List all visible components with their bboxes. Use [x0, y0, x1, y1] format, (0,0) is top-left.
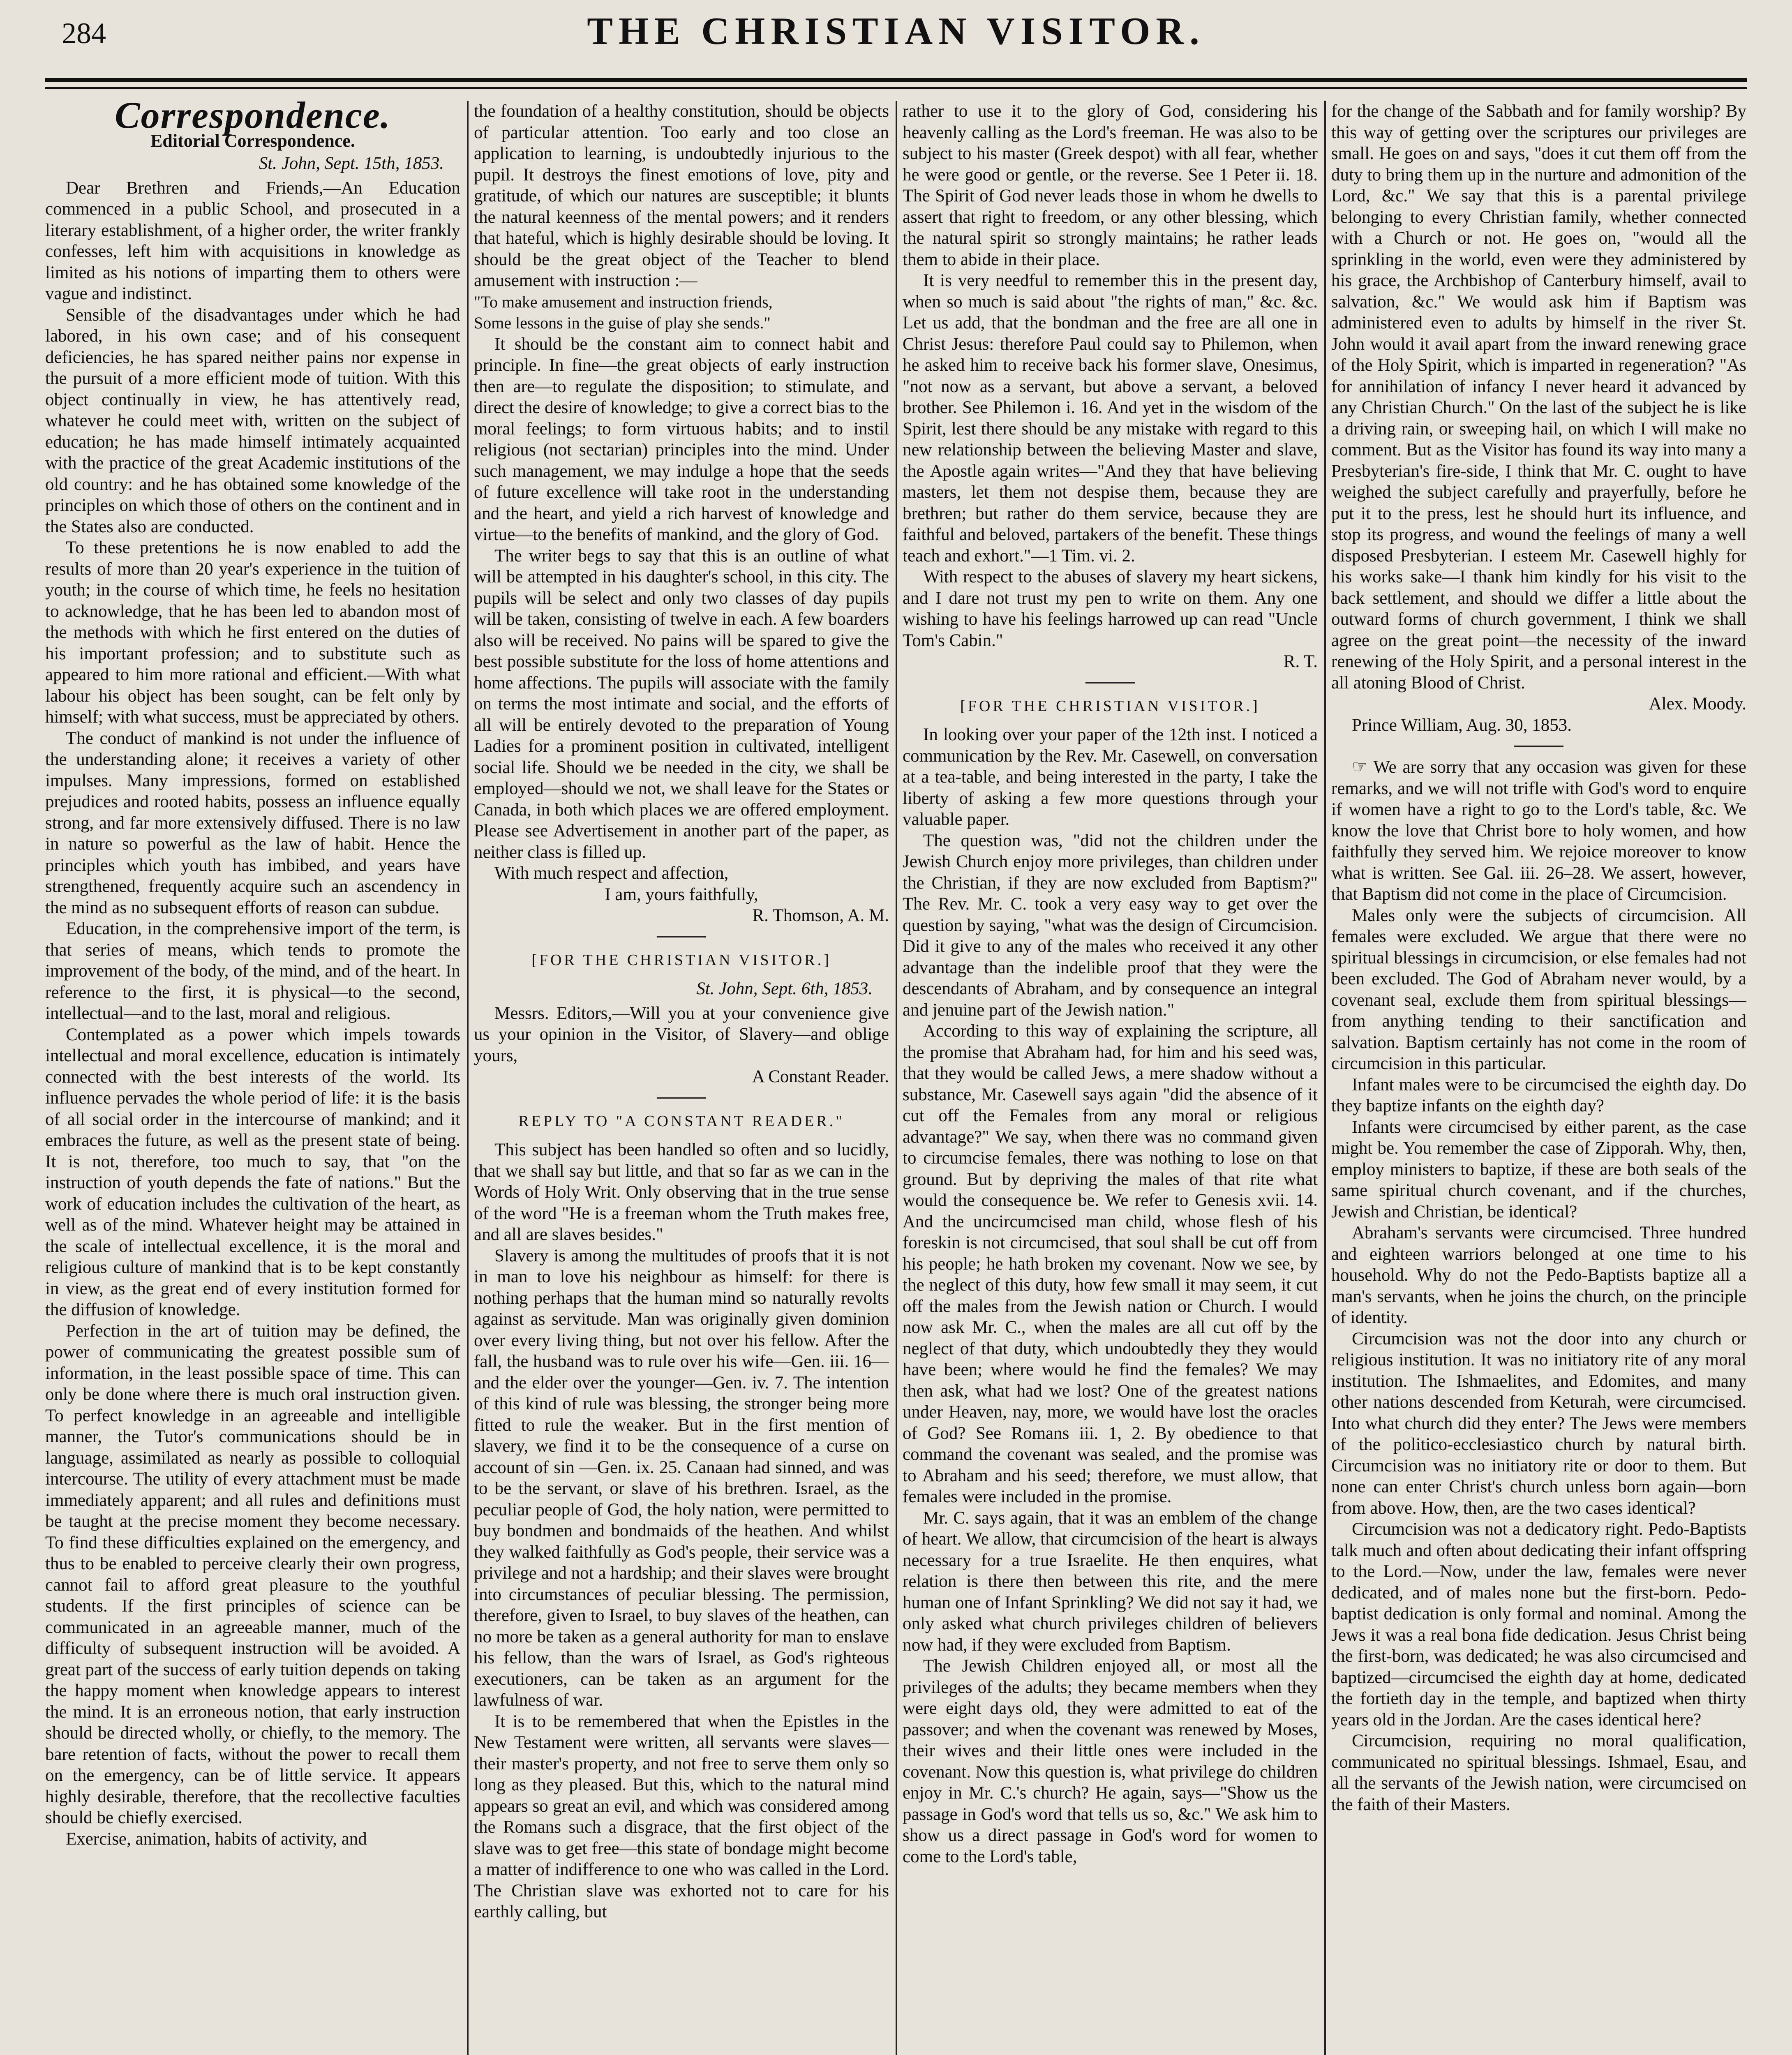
signature: R. T. — [1283, 652, 1318, 671]
section-rule — [657, 936, 706, 937]
dateline: St. John, Sept. 6th, 1853. — [696, 979, 873, 998]
paragraph: Messrs. Editors,—Will you at your convenience give us your opinion in the Visitor, of Slavery—and oblige yours, — [474, 1003, 889, 1065]
paragraph: With much respect and affection, — [494, 864, 729, 883]
paragraph: The Jewish Children enjoyed all, or most all the privileges of the adults; they became members when they were eight days old, they were admitted to eat of the passover; and when the covenant was renewed by Moses, their wives and their little ones were included in the covenant. Now this question is, what privilege do children enjoy in Mr. C.'s church? He again, says—"Show us the passage in God's word that tells us so, &c." We ask him to show us a direct passage in God's word for women to come to the Lord's table, — [903, 1656, 1318, 1866]
paragraph: Sensible of the disadvantages under which he had labored, in his own case; and of his consequent deficiencies, he has spared neither pains nor expense in the pursuit of a more efficient mode of tuition. With this object continually in view, he has attentively read, whatever he could meet with, written on the subject of education; he has made himself intimately acquainted with the practice of the great Academic institutions of the old country: and he has obtained some knowledge of the principles on which those of others on the continent and in the States also are conducted. — [45, 305, 460, 536]
column-1 — [45, 101, 460, 2055]
paragraph: Mr. C. says again, that it was an emblem of the change of heart. We allow, that circumcision of the heart is always necessary for a true Israelite. He then enquires, what relation is there then between this rite, and the mere human one of Infant Sprinkling? We did not say it had, we only asked what church privileges children of believers now had, if they were excluded from Baptism. — [903, 1508, 1318, 1655]
paragraph: Circumcision was not the door into any church or religious institution. It was no initiatory rite of any moral institution. The Ishmaelites, and Edomites, and many other nations descended from Keturah, were circumcised. Into what church did they enter? The Jews were members of the politico-ecclesiastico church by natural birth. Circumcision was no initiatory rite or door to them. But none can enter Christ's church unless born again—born from above. How, then, are the two cases identical? — [1331, 1329, 1746, 1518]
paragraph: Infants were circumcised by either parent, as the case might be. You remember the case of Zipporah. Why, then, employ ministers to baptize, if these are both seals of the same spiritual church covenant, and if the churches, Jewish and Christian, be identical? — [1331, 1117, 1746, 1221]
section-rule — [657, 1097, 706, 1099]
column-divider — [1324, 101, 1326, 2055]
paragraph: the foundation of a healthy constitution, should be objects of particular attention. Too early and too close an application to learning, is undoubtedly injurious to the pupil. It destroys the finest emotions of love, pity and gratitude, of which our natures are susceptible; it blunts the natural keenness of the mental powers; and it renders that hateful, which is highly desirable should be loving. It should be the great object of the Teacher to blend amusement with instruction :— — [474, 102, 889, 290]
section-rule — [1514, 746, 1563, 747]
paragraph: Exercise, animation, habits of activity, and — [66, 1829, 367, 1849]
paragraph: Slavery is among the multitudes of proofs that it is not in man to love his neighbour as himself: for there is nothing perhaps that the human mind so naturally revolts against as servitude. Man was originally given dominion over every living thing, but not over his fellow. After the fall, the husband was to rule over his wife—Gen. iii. 16—and the elder over the younger—Gen. iv. 7. The intention of this kind of rule was blessing, the stronger being more fitted to rule the weaker. But in the first mention of slavery, we find it to be the consequence of a curse on account of sin —Gen. ix. 25. Canaan had sinned, and was to be the servant, or slave of his brethren. Israel, as the peculiar people of God, the holy nation, were permitted to buy bondmen and bondmaids of the heathen. And whilst they walked faithfully as God's people, their service was a privilege and not a hardship; and their slaves were brought into circumstances of peculiar blessing. The permission, therefore, given to Israel, to buy slaves of the heathen, can no more be taken as a general authority for man to enslave his fellow, than the wars of Israel, as God's righteous executioners, can be taken as an argument for the lawfulness of war. — [474, 1246, 889, 1710]
paragraph: rather to use it to the glory of God, considering his heavenly calling as the Lord's freeman. He was also to be subject to his master (Greek despot) with all fear, whether he were good or gentle, or the reverse. See 1 Peter ii. 18. The Spirit of God never leads those in whom he dwells to assert that right to freedom, or any other blessing, which the natural spirit so strongly maintains; he rather leads them to abide in their place. — [903, 102, 1318, 269]
place-date: Prince William, Aug. 30, 1853. — [1352, 715, 1572, 735]
section-label: [FOR THE CHRISTIAN VISITOR.] — [960, 697, 1260, 715]
paragraph: Abraham's servants were circumcised. Three hundred and eighteen warriors belonged at one time to his household. Why do not the Pedo-Baptists baptize all a man's servants, when he joins the church, on the principle of identity. — [1331, 1223, 1746, 1327]
newspaper-columns — [45, 101, 1747, 2055]
paragraph: According to this way of explaining the scripture, all the promise that Abraham had, for him and his seed was, that they would be called Jews, a mere shadow without a substance, Mr. Casewell says again "did the absence of it cut off the Females from any moral or religious advantage?" We say, when there was no command given to circumcise females, there was nothing to lose on that ground. But by depriving the males of that rite what would the consequence be. We refer to Genesis xvii. 14. And the uncircumcised man child, whose flesh of his foreskin is not circumcised, that soul shall be cut off from his people; he hath broken my covenant. Now we see, by the neglect of this duty, how few small it may seem, it cut off the males from the Jewish nation or Church. I would now ask Mr. C., when the males are all cut off by the neglect of that duty, which undoubtedly they they would have been; where would he find the females? We may then ask, what had we lost? One of the greatest nations under Heaven, nay, more, we would have lost the oracles of God? See Romans iii. 1, 2. By obedience to that command the covenant was sealed, and the promise was to Abraham and his seed; therefore, we must allow, that females were included in the promise. — [903, 1021, 1318, 1506]
paragraph: The conduct of mankind is not under the influence of the understanding alone; it receives a variety of other impulses. Many impressions, formed on established prejudices and rooted habits, possess an influence equally strong, and far more extensively diffused. There is no law in nature so powerful as the law of habit. Hence the principles which youth has imbibed, and years have strengthened, frequently acquire such an ascendency in the mind as no subsequent efforts of reason can subdue. — [45, 728, 460, 917]
signature: Alex. Moody. — [1649, 694, 1746, 713]
paragraph: It should be the constant aim to connect habit and principle. In fine—the great objects of early instruction then are—to regulate the disposition; to stimulate, and direct the desire of knowledge; to give a correct bias to the moral feelings; to form virtuous habits; and to instil religious (not sectarian) principles into the mind. Under such management, we may indulge a hope that the seeds of future excellence will take root in the understanding and the heart, and yield a rich harvest of knowledge and virtue—to the benefits of mankind, and the glory of God. — [474, 334, 889, 544]
paragraph: Infant males were to be circumcised the eighth day. Do they baptize infants on the eighth day? — [1331, 1075, 1746, 1115]
section-label: [FOR THE CHRISTIAN VISITOR.] — [531, 951, 831, 969]
paragraph: To these pretentions he is now enabled to add the results of more than 20 year's experience in the tuition of youth; in the course of which time, he feels no hesitation to acknowledge, that he has been led to abandon most of the methods with which he first entered on the duties of his important profession; and to substitute such as appeared to him more rational and efficient.—With what labour his object has been sought, can be felt only by himself; with what success, must be appreciated by others. — [45, 538, 460, 727]
paragraph: Males only were the subjects of circumcision. All females were excluded. We argue that there were no spiritual blessings in circumcision, or else females had not been excluded. The God of Abraham never would, by a covenant seal, exclude them from spiritual blessings—from anything tending to their sanctification and salvation. Baptism certainly has not come in the room of circumcision in this particular. — [1331, 905, 1746, 1073]
column-4 — [1331, 101, 1746, 2055]
paragraph: With respect to the abuses of slavery my heart sickens, and I dare not trust my pen to write on them. Any one wishing to have his feelings harrowed up can read "Uncle Tom's Cabin." — [903, 567, 1318, 650]
paragraph: Dear Brethren and Friends,—An Education commenced in a public School, and prosecuted in a literary establishment, of a higher order, the writer frankly confesses, left him with acquisitions in knowledge as limited as his notions of imparting them to others were vague and indistinct. — [45, 178, 460, 303]
column-divider — [467, 101, 469, 2055]
reply-heading: REPLY TO "A CONSTANT READER." — [518, 1112, 845, 1130]
paragraph: ☞ We are sorry that any occasion was given for these remarks, and we will not trifle with God's word to enquire if women have a right to go to the Lord's table, &c. We know the love that Christ bore to holy women, and how faithfully they served him. We rejoice moreover to know what is written. See Gal. iii. 26–28. We assert, however, that Baptism did not come in the place of Circumcision. — [1331, 757, 1746, 904]
closing: I am, yours faithfully, — [605, 884, 758, 904]
paragraph: Circumcision, requiring no moral qualification, communicated no spiritual blessings. Ishmael, Esau, and all the servants of the Jewish nation, were circumcised on the faith of their Masters. — [1331, 1731, 1746, 1814]
masthead: THE CHRISTIAN VISITOR. — [587, 10, 1205, 53]
paragraph: It is very needful to remember this in the present day, when so much is said about "the rights of man," &c. &c. Let us add, that the bondman and the free are all one in Christ Jesus: therefore Paul could say to Philemon, when he asked him to receive back his former slave, Onesimus, "not now as a servant, but above a servant, a beloved brother. See Philemon i. 16. And yet in the wisdom of the Spirit, lest there should be any mistake with regard to this new relationship between the believing Master and slave, the Apostle again writes—"And they that have believing masters, let them not despise them, because they are brethren; but rather do them service, because they are faithful and beloved, partakers of the benefit. These things teach and exhort."—1 Tim. vi. 2. — [903, 271, 1318, 566]
paragraph: for the change of the Sabbath and for family worship? By this way of getting over the scriptures our privileges are small. He goes on and says, "does it cut them off from the duty to bring them up in the nurture and admonition of the Lord, &c." We say that this is a parental privilege belonging to every Christian family, whether connected with a Church or not. He goes on, "would all the sprinkling in the world, even were they administered by his grace, the Archbishop of Canterbury himself, avail to salvation, &c." We would ask him if Baptism was administered even to adults by himself in the river St. John would it avail apart from the inward renewing grace of the Holy Spirit, which is imparted in regeneration? "As for annihilation of infancy I never heard it advanced by any Christian Church." On the last of the subject he is like a driving rain, or sweeping hail, on which I will make no comment. But as the Visitor has found its way into many a Presbyterian's fire-side, I think that Mr. C. ought to have weighed the subject carefully and prayerfully, before he put it to the press, lest he should hurt its influence, and stop its progress, and wound the feelings of many a well disposed Presbyterian. I esteem Mr. Casewell highly for his works sake—I thank him kindly for his visit to the back settlement, and should we differ a little about the outward forms of church government, I think we shall agree on the great point—the necessity of the inward renewing of the Holy Spirit, and a personal interest in the all atoning Blood of Christ. — [1331, 102, 1746, 693]
dateline: St. John, Sept. 15th, 1853. — [259, 154, 444, 173]
paragraph: In looking over your paper of the 12th inst. I noticed a communication by the Rev. Mr. Casewell, on conversation at a tea-table, and being interested in the party, I take the liberty of asking a few more questions through your valuable paper. — [903, 725, 1318, 829]
paragraph: Contemplated as a power which impels towards intellectual and moral excellence, education is intimately connected with the best interests of the world. Its influence pervades the whole period of life: it is the basis of all social order in the intercourse of mankind; and it embraces the future, as well as the present state of being. It is not, therefore, too much to say, that "on the instruction of youth depends the fate of nations." But the work of education includes the cultivation of the heart, as well as of the mind. Whatever height may be attained in the scale of intellectual excellence, it is the moral and religious culture of mankind that is to be kept constantly in view, as the great end of every institution formed for the diffusion of knowledge. — [45, 1025, 460, 1319]
paragraph: Perfection in the art of tuition may be defined, the power of communicating the greatest possible sum of information, in the least possible space of time. This can only be done where there is much oral instruction given. To perfect knowledge in an agreeable and intelligible manner, the Tutor's communications should be in language, assimilated as nearly as possible to colloquial intercourse. The utility of every attachment must be made immediately apparent; and all rules and definitions must be taught at the precise moment they become necessary. To find these difficulties explained on the emergency, and thus to be enabled to perceive clearly their own progress, cannot fail to afford great pleasure to the youthful students. If the first principles of science can be communicated in an agreeable manner, much of the difficulty of subsequent instruction will be avoided. A great part of the success of early tuition depends on taking the happy moment when knowledge appears to interest the mind. It is an erroneous notion, that early instruction should be directed wholly, or chiefly, to the memory. The bare retention of facts, without the power to recall them on the emergency, can be of little service. It appears highly desirable, therefore, that the recollective faculties should be chiefly exercised. — [45, 1321, 460, 1827]
paragraph: The question was, "did not the children under the Jewish Church enjoy more privileges, than children under the Christian, if they are now excluded from Baptism?" The Rev. Mr. C. took a very easy way to get over the question by saying, "what was the design of Circumcision. Did it give to any of the males who received it any other advantage than the indelible proof that they were the descendants of Abraham, and by consequence an integral and jenuine part of the Jewish nation." — [903, 831, 1318, 1020]
column-divider — [896, 101, 897, 2055]
verse-line: Some lessons in the guise of play she sends." — [474, 314, 771, 332]
subheading: Editorial Correspondence. — [150, 130, 355, 151]
page-number: 284 — [62, 17, 106, 50]
verse-line: "To make amusement and instruction friends, — [474, 292, 773, 311]
section-heading: Correspondence. — [115, 101, 391, 136]
section-rule — [1085, 682, 1135, 683]
paragraph: The writer begs to say that this is an outline of what will be attempted in his daughter's school, in this city. The pupils will be select and only two classes of day pupils will be taken, consisting of twelve in each. A few boarders also will be received. No pains will be spared to give the best possible substitute for the loss of home attentions and home affections. The pupils will associate with the family on terms the most intimate and social, and the efforts of all will be entirely devoted to the preparation of Young Ladies for a prominent position in cultivated, intelligent social life. Should we be needed in the city, we shall be employed—should we not, we shall leave for the States or Canada, in both which places we are offered employment. Please see Advertisement in another part of the paper, as neither class is filled up. — [474, 546, 889, 862]
paragraph: This subject has been handled so often and so lucidly, that we shall say but little, and that so far as we can in the Words of Holy Writ. Only observing that in the true sense of the word "He is a freeman whom the Truth makes free, and all are slaves besides." — [474, 1140, 889, 1244]
masthead-rule-thin — [45, 87, 1747, 89]
signature: A Constant Reader. — [752, 1067, 889, 1086]
masthead-rule-thick — [45, 78, 1747, 82]
paragraph: Education, in the comprehensive import of the term, is that series of means, which tends to promote the improvement of the body, of the mind, and of the heart. In reference to the first, it is physical—to the second, intellectual—and to the last, moral and religious. — [45, 919, 460, 1023]
column-2 — [474, 101, 889, 2055]
paragraph: It is to be remembered that when the Epistles in the New Testament were written, all servants were slaves—their master's property, and not free to serve them only so long as they pleased. But this, which to the natural mind appears so great an evil, and which was considered among the Romans such a disgrace, that the first object of the slave was to get free—this state of bondage might become a matter of indifference to one who was called in the Lord. The Christian slave was exhorted not to care for his earthly calling, but — [474, 1711, 889, 1921]
column-3 — [903, 101, 1318, 2055]
signature: R. Thomson, A. M. — [752, 906, 889, 925]
paragraph: Circumcision was not a dedicatory right. Pedo-Baptists talk much and often about dedicating their infant offspring to the Lord.—Now, under the law, females were never dedicated, and of males none but the first-born. Pedo-baptist dedication is only formal and nominal. Among the Jews it was a real bona fide dedication. Jesus Christ being the first-born, was dedicated; he was also circumcised and baptized—circumcised the eighth day at home, dedicated the fortieth day in the temple, and baptized when thirty years old in the Jordan. Are the cases identical here? — [1331, 1519, 1746, 1729]
